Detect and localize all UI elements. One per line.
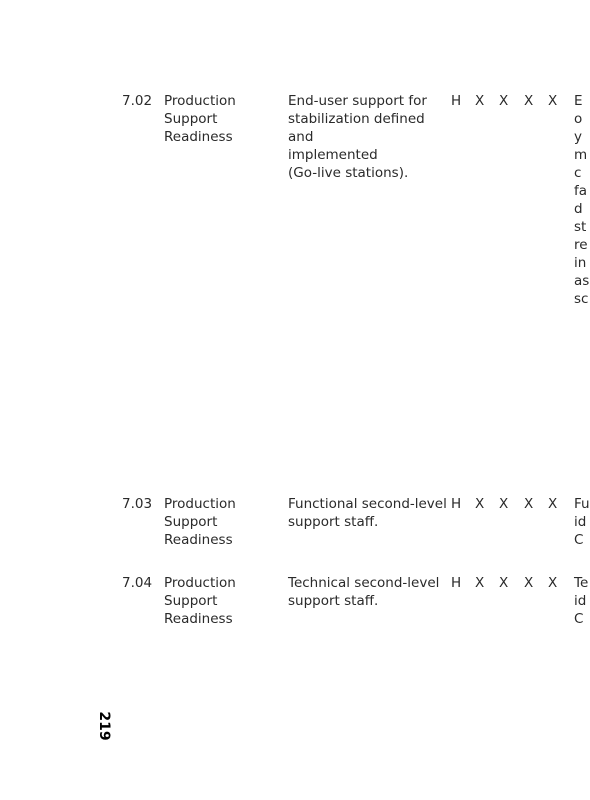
- mark-cell: H: [451, 93, 462, 109]
- comment-cell: E o y m c fa d st re in as sc: [574, 93, 590, 307]
- description-cell: End-user support for stabilization defined and implemented (Go-live stations).: [288, 93, 427, 181]
- mark-cell: X: [475, 575, 485, 591]
- area-cell: Production Support Readiness: [164, 496, 236, 548]
- description-cell: Technical second-level support staff.: [288, 575, 440, 609]
- mark-cell: X: [499, 496, 509, 512]
- area-cell: Production Support Readiness: [164, 93, 236, 145]
- mark-cell: X: [499, 93, 509, 109]
- mark-cell: X: [499, 575, 509, 591]
- mark-cell: X: [524, 496, 534, 512]
- description-cell: Functional second-level support staff.: [288, 496, 447, 530]
- mark-cell: X: [475, 496, 485, 512]
- comment-cell: Te id C: [574, 575, 589, 627]
- mark-cell: X: [524, 93, 534, 109]
- page-number: 219: [96, 711, 112, 741]
- item-number: 7.02: [122, 93, 153, 109]
- mark-cell: H: [451, 575, 462, 591]
- mark-cell: H: [451, 496, 462, 512]
- mark-cell: X: [475, 93, 485, 109]
- mark-cell: X: [548, 496, 558, 512]
- area-cell: Production Support Readiness: [164, 575, 236, 627]
- item-number: 7.03: [122, 496, 153, 512]
- mark-cell: X: [524, 575, 534, 591]
- mark-cell: X: [548, 575, 558, 591]
- comment-cell: Fu id C: [574, 496, 590, 548]
- item-number: 7.04: [122, 575, 153, 591]
- mark-cell: X: [548, 93, 558, 109]
